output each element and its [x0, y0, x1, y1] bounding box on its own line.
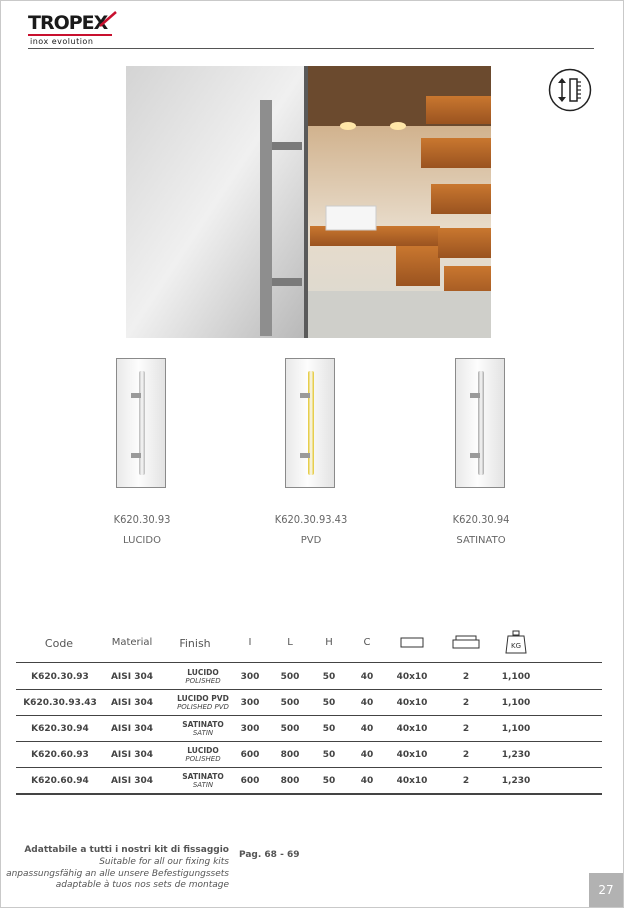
cell-c: 40: [360, 750, 374, 760]
variant-thumb-lucido: [116, 358, 166, 488]
variant-finish: LUCIDO: [123, 535, 161, 546]
page-reference: Pag. 68 - 69: [239, 850, 300, 860]
table-row: [16, 690, 602, 716]
col-header-l: L: [287, 637, 293, 648]
variant-thumb-satinato: [455, 358, 505, 488]
cell-l: 500: [280, 724, 300, 734]
cell-kg: 1,230: [501, 776, 531, 786]
handle-post: [300, 453, 310, 458]
brand-rule: [28, 34, 112, 36]
finish-sub: SATIN: [192, 729, 214, 737]
cell-section: 40x10: [396, 776, 428, 786]
cell-material: AISI 304: [110, 724, 154, 734]
cell-kg: 1,100: [501, 724, 531, 734]
finish-sub: POLISHED PVD: [177, 703, 229, 711]
table-row: [16, 664, 602, 690]
cell-code: K620.30.94: [31, 724, 89, 734]
page-number: 27: [589, 873, 623, 907]
cell-section: 40x10: [396, 672, 428, 682]
table-top-rule: [16, 662, 602, 663]
cell-section: 40x10: [396, 750, 428, 760]
brand-tagline: inox evolution: [30, 37, 94, 46]
variant-thumb-pvd: [285, 358, 335, 488]
cell-h: 50: [322, 672, 336, 682]
cell-finish: [168, 742, 238, 768]
cell-i: 300: [240, 698, 260, 708]
handle-bar-icon: [308, 371, 314, 475]
handle-post: [300, 393, 310, 398]
cell-l: 500: [280, 672, 300, 682]
cell-i: 600: [240, 776, 260, 786]
cell-material: AISI 304: [110, 698, 154, 708]
col-header-i: I: [248, 637, 252, 648]
weight-icon: [505, 630, 527, 654]
cell-c: 40: [360, 724, 374, 734]
footer-italian: Adattabile a tutti i nostri kit di fissaggio: [24, 845, 229, 855]
cell-qty: 2: [462, 698, 470, 708]
header-divider: [28, 48, 594, 49]
cell-c: 40: [360, 672, 374, 682]
col-header-material: Material: [111, 637, 153, 648]
table-row: [16, 768, 602, 794]
cell-finish: [168, 716, 238, 742]
handle-bar-icon: [139, 371, 145, 475]
cell-l: 800: [280, 750, 300, 760]
cell-h: 50: [322, 750, 336, 760]
weight-label: KG: [510, 642, 522, 650]
cell-material: AISI 304: [110, 776, 154, 786]
finish-main: LUCIDO: [187, 668, 219, 677]
cell-qty: 2: [462, 672, 470, 682]
col-header-c: C: [363, 637, 371, 648]
cell-l: 500: [280, 698, 300, 708]
table-row-rule: [16, 793, 602, 795]
cell-kg: 1,100: [501, 672, 531, 682]
finish-main: SATINATO: [182, 720, 224, 729]
variant-code: K620.30.93.43: [274, 513, 348, 526]
brand-swoosh-icon: [98, 10, 118, 30]
table-row: [16, 716, 602, 742]
rectangle-profile-icon: [400, 637, 424, 649]
cell-h: 50: [322, 724, 336, 734]
table-row: [16, 742, 602, 768]
cell-code: K620.60.94: [31, 776, 89, 786]
footer-english: Suitable for all our fixing kits: [99, 857, 229, 867]
cell-h: 50: [322, 698, 336, 708]
cell-i: 300: [240, 724, 260, 734]
cell-l: 800: [280, 776, 300, 786]
cell-kg: 1,100: [501, 698, 531, 708]
finish-main: LUCIDO PVD: [177, 694, 229, 703]
cell-finish: [168, 768, 238, 794]
cell-qty: 2: [462, 750, 470, 760]
variant-finish: PVD: [300, 535, 322, 546]
cell-i: 300: [240, 672, 260, 682]
cell-h: 50: [322, 776, 336, 786]
cell-section: 40x10: [396, 724, 428, 734]
variant-finish: SATINATO: [456, 535, 506, 546]
cell-finish: [168, 690, 238, 716]
handle-bar-icon: [478, 371, 484, 475]
footer-french: adaptable à tuos nos sets de montage: [55, 880, 229, 890]
cell-kg: 1,230: [501, 750, 531, 760]
cell-section: 40x10: [396, 698, 428, 708]
finish-sub: SATIN: [192, 781, 214, 789]
cell-c: 40: [360, 776, 374, 786]
finish-main: SATINATO: [182, 772, 224, 781]
handle-post: [470, 453, 480, 458]
cell-material: AISI 304: [110, 672, 154, 682]
finish-sub: POLISHED: [185, 677, 221, 685]
cell-code: K620.30.93: [31, 672, 89, 682]
cell-qty: 2: [462, 776, 470, 786]
handle-post: [470, 393, 480, 398]
handle-post: [131, 393, 141, 398]
cell-i: 600: [240, 750, 260, 760]
brand-name: TROPEX: [28, 12, 108, 34]
brand-logo: [28, 12, 118, 46]
bathroom-door-photo: [126, 66, 491, 338]
cell-c: 40: [360, 698, 374, 708]
cell-material: AISI 304: [110, 750, 154, 760]
variant-code: K620.30.94: [452, 513, 510, 526]
finish-main: LUCIDO: [187, 746, 219, 755]
handle-post: [131, 453, 141, 458]
cell-code: K620.60.93: [31, 750, 89, 760]
fixing-kit-icon: [452, 634, 480, 650]
cell-qty: 2: [462, 724, 470, 734]
col-header-h: H: [325, 637, 333, 648]
cell-code: K620.30.93.43: [23, 698, 97, 708]
length-adjust-icon: [548, 68, 592, 112]
footer-german: anpassungsfähig an alle unsere Befestigungssets: [6, 869, 229, 879]
finish-sub: POLISHED: [185, 755, 221, 763]
variant-code: K620.30.93: [113, 513, 171, 526]
col-header-finish: Finish: [179, 637, 211, 650]
col-header-code: Code: [44, 637, 74, 650]
cell-finish: [168, 664, 238, 690]
